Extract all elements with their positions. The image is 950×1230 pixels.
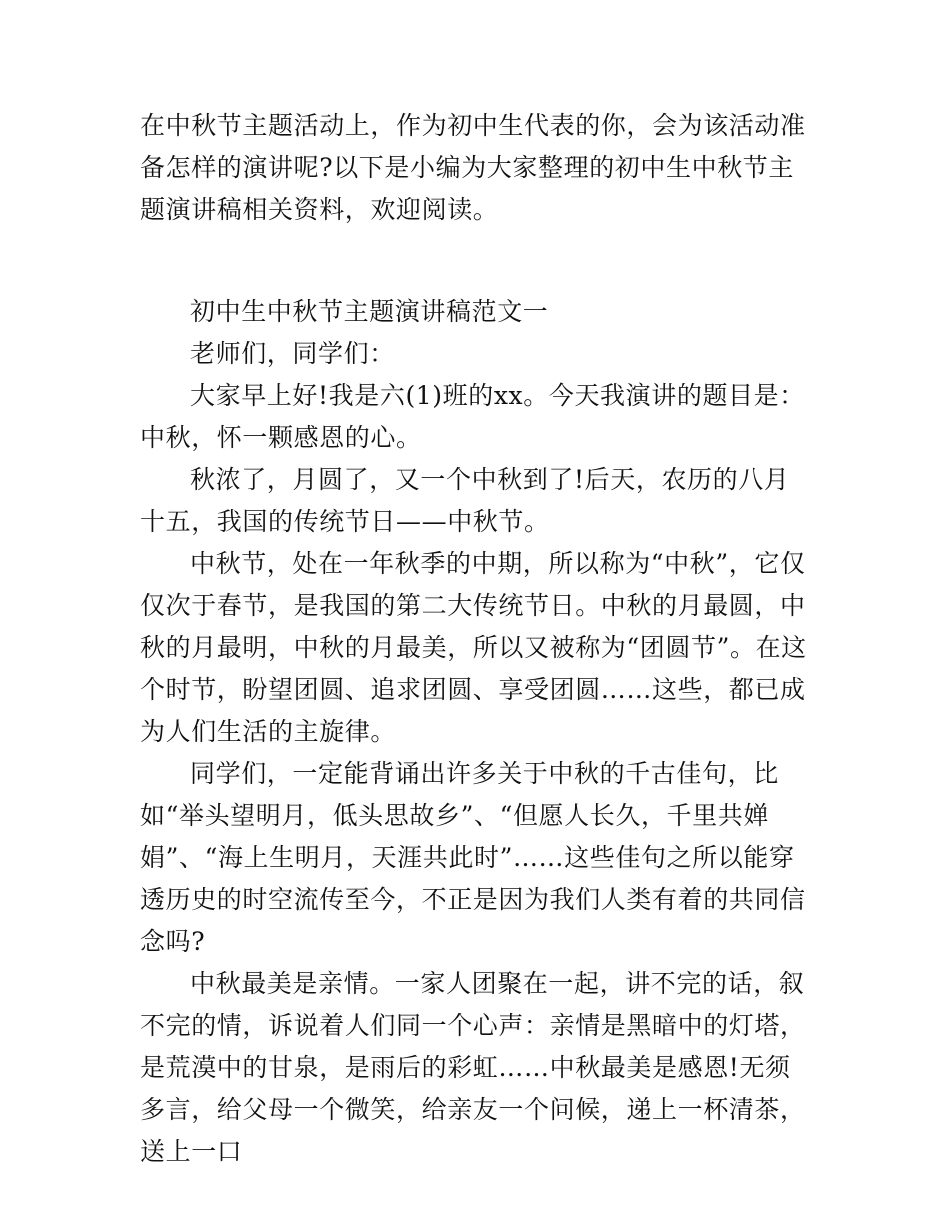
document-body <box>140 105 815 1173</box>
speech-paragraph-1: 大家早上好!我是六(1)班的xx。今天我演讲的题目是：中秋，怀一颗感恩的心。 <box>140 381 805 452</box>
speech-paragraph-5: 中秋最美是亲情。一家人团聚在一起，讲不完的话，叙不完的情，诉说着人们同一个心声：亲情是黑暗中的灯塔，是荒漠中的甘泉，是雨后的彩虹……中秋最美是感恩!无须多言，给父母一个微笑，给亲友一个问候，递上一杯清茶，送上一口 <box>140 969 806 1166</box>
speech-paragraph-3: 中秋节，处在一年秋季的中期，所以称为“中秋”，它仅仅次于春节，是我国的第二大传统节日。中秋的月最圆，中秋的月最明，中秋的月最美，所以又被称为“团圆节”。在这个时节，盼望团圆、追求团圆、享受团圆……这些，都已成为人们生活的主旋律。 <box>140 549 807 746</box>
speech-paragraph-4: 同学们，一定能背诵出许多关于中秋的千古佳句，比如“举头望明月，低头思故乡”、“但愿人长久，千里共婵娟”、“海上生明月，天涯共此时”……这些佳句之所以能穿透历史的时空流传至今，不正是因为我们人类有着的共同信念吗? <box>140 759 806 956</box>
speech-greeting: 老师们，同学们： <box>190 339 395 368</box>
speech-paragraph-2: 秋浓了，月圆了，又一个中秋到了!后天，农历的八月十五，我国的传统节日——中秋节。 <box>140 465 790 536</box>
speech-title: 初中生中秋节主题演讲稿范文一 <box>190 297 549 326</box>
paragraph-gap <box>140 231 815 291</box>
intro-paragraph: 在中秋节主题活动上，作为初中生代表的你，会为该活动准备怎样的演讲呢?以下是小编为大家整理的初中生中秋节主题演讲稿相关资料，欢迎阅读。 <box>140 111 806 224</box>
